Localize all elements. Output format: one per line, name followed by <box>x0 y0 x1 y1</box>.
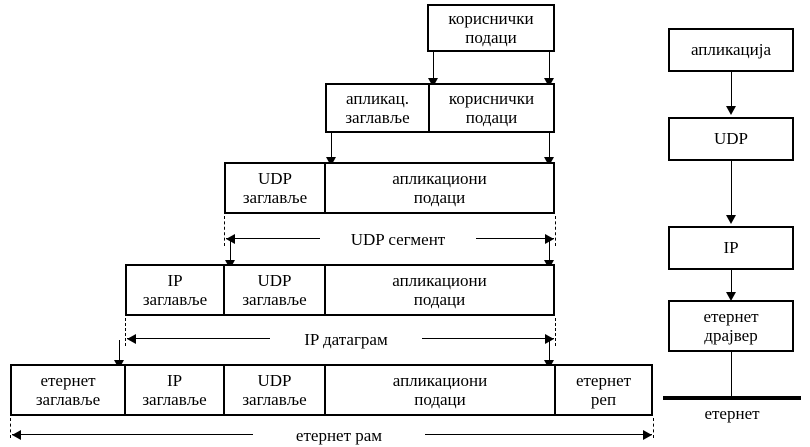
stack-connector-app-udp <box>731 72 732 108</box>
ethernet-header-label-line2: заглавље <box>35 390 101 409</box>
ethernet-trailer-cell <box>555 364 653 416</box>
app-header-label-line1: апликац. <box>346 88 409 108</box>
stack-ethernet-driver-box <box>668 300 794 352</box>
app-data-2-label-line2: подаци <box>413 290 466 309</box>
stack-ethernet-driver-label-line2: драјвер <box>704 326 758 345</box>
ip-datagram-label: IP датаграм <box>270 331 422 348</box>
udp-header-3-label-line1: UDP <box>257 370 292 390</box>
stack-application-label: апликација <box>690 40 771 60</box>
ethernet-header-cell <box>10 364 125 416</box>
ip-header-label-line1: IP <box>167 270 183 290</box>
udp-header-2-label-line1: UDP <box>257 270 292 290</box>
ip-header-cell <box>125 264 224 316</box>
ethernet-trailer-label-line1: етернет <box>575 370 632 390</box>
connector-user-data-right <box>549 52 550 80</box>
connector-user-data-left <box>433 52 434 80</box>
connector-app-left <box>331 133 332 159</box>
stack-connector-udp-ip <box>731 161 732 217</box>
ethernet-medium-label: етернет <box>704 404 760 423</box>
stack-ethernet-driver-label-line1: етернет <box>703 306 759 326</box>
user-data-box <box>427 4 555 52</box>
app-user-data-label-line2: подаци <box>465 108 518 127</box>
ethernet-medium-line <box>663 396 801 400</box>
ip-header-2-label-line1: IP <box>166 370 183 390</box>
app-data-1-label-line1: апликациони <box>392 168 487 188</box>
user-data-label-line2: подаци <box>465 28 517 47</box>
app-data-2-label-line1: апликациони <box>392 270 487 290</box>
stack-udp-label: UDP <box>713 129 748 149</box>
stack-connector-udp-ip-arrow <box>726 215 736 224</box>
ip-header-2-cell <box>125 364 224 416</box>
ip-datagram-tick-right <box>555 318 556 346</box>
ethernet-frame-tick-right <box>653 418 654 438</box>
ethernet-frame-arrow-right <box>643 430 652 440</box>
stack-connector-ip-driver <box>731 270 732 294</box>
app-data-3-cell <box>325 364 555 416</box>
ip-datagram-arrow-left <box>127 334 136 344</box>
udp-segment-label: UDP сегмент <box>320 231 476 248</box>
stack-connector-driver-medium <box>731 352 732 397</box>
udp-header-3-label-line2: заглавље <box>242 390 307 409</box>
user-data-label-line1: кориснички <box>448 8 534 28</box>
app-user-data-cell <box>429 83 555 133</box>
app-data-1-label-line2: подаци <box>413 188 466 207</box>
ethernet-header-label-line1: етернет <box>40 370 96 390</box>
ethernet-frame-tick-left <box>10 418 11 438</box>
app-data-3-label-line1: апликациони <box>392 370 488 390</box>
udp-header-label-line1: UDP <box>257 168 292 188</box>
stack-connector-app-udp-arrow <box>726 106 736 115</box>
ethernet-frame-arrow-left <box>12 430 21 440</box>
udp-header-label-line2: заглавље <box>242 188 308 207</box>
connector-udp-left <box>230 240 231 262</box>
udp-header-cell <box>224 162 325 214</box>
udp-header-3-cell <box>224 364 325 416</box>
stack-udp-box <box>668 117 794 161</box>
ip-datagram-tick-left <box>125 318 126 346</box>
app-data-3-label-line2: подаци <box>414 390 466 409</box>
stack-ip-label: IP <box>723 238 739 258</box>
connector-ip-left <box>119 340 120 362</box>
app-user-data-label-line1: кориснички <box>448 88 535 108</box>
connector-udp-right <box>549 240 550 262</box>
ethernet-trailer-label-line2: реп <box>590 390 617 409</box>
ip-header-label-line2: заглавље <box>142 290 208 309</box>
app-data-1-cell <box>325 162 555 214</box>
app-data-2-cell <box>325 264 555 316</box>
stack-application-box <box>668 28 794 72</box>
ethernet-frame-label: етернет рам <box>253 427 425 444</box>
stack-ip-box <box>668 226 794 270</box>
ip-header-2-label-line2: заглавље <box>142 390 207 409</box>
app-header-cell <box>325 83 429 133</box>
udp-segment-tick-right <box>555 216 556 246</box>
connector-app-right <box>549 133 550 159</box>
udp-segment-tick-left <box>224 216 225 246</box>
udp-header-2-cell <box>224 264 325 316</box>
app-header-label-line2: заглавље <box>345 108 410 127</box>
connector-ip-right <box>549 340 550 362</box>
udp-header-2-label-line2: заглавље <box>242 290 307 309</box>
